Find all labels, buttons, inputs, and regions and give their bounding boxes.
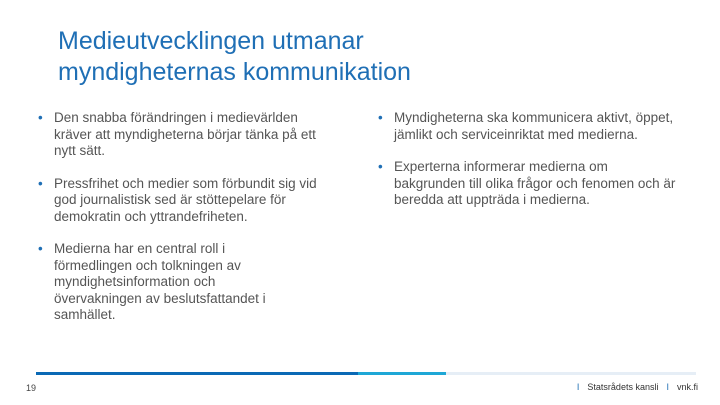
bullet-text: Medierna har en central roll i förmedlingen och tolkningen av myndighetsinformation och övervakningen av beslutsfattandet i samhället.: [54, 241, 266, 322]
list-item: [36, 241, 336, 324]
bullet-icon: •: [38, 110, 43, 125]
bullet-text: Myndigheterna ska kommunicera aktivt, öppet, jämlikt och serviceinriktat med medierna.: [394, 110, 674, 142]
bullet-icon: •: [38, 241, 43, 256]
slide-title-line-2: myndigheternas kommunikation: [58, 58, 411, 86]
bullet-text: Experterna informerar medierna om bakgrunden till olika frågor och fenomen och är beredda att uppträda i medierna.: [394, 159, 676, 207]
page-number: 19: [26, 383, 37, 393]
footer-separator: I: [576, 382, 580, 392]
footer-divider-blue: [36, 372, 358, 375]
footer-site-link[interactable]: vnk.fi: [676, 382, 698, 392]
right-bullet-list: [376, 110, 676, 225]
bullet-text: Pressfrihet och medier som förbundit sig vid god journalistisk sed är stöttepelare för demokratin och yttrandefriheten.: [54, 175, 317, 224]
list-item: [36, 176, 336, 226]
footer-org: Statsrådets kansli: [587, 382, 659, 392]
left-bullet-list: [36, 110, 336, 340]
list-item: [36, 110, 336, 160]
slide-title-line-1: Medieutvecklingen utmanar: [58, 27, 364, 55]
footer-separator: I: [666, 382, 669, 392]
footer: [569, 382, 698, 392]
bullet-icon: •: [378, 159, 383, 174]
bullet-icon: •: [38, 175, 43, 191]
footer-divider-cyan: [358, 372, 446, 375]
bullet-icon: •: [378, 110, 383, 125]
slide-title: [58, 26, 618, 88]
list-item: [376, 159, 676, 209]
bullet-text: Den snabba förändringen i medievärlden kräver att myndigheterna börjar tänka på ett nytt sätt.: [54, 110, 316, 158]
footer-divider: [36, 372, 696, 375]
list-item: [376, 110, 676, 143]
